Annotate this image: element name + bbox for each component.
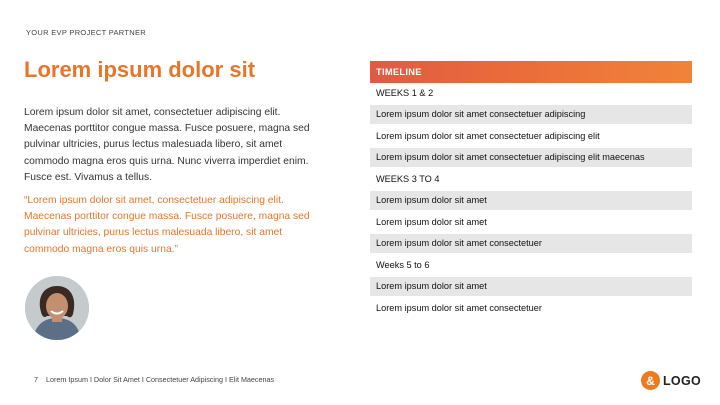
- timeline-row: Lorem ipsum dolor sit amet: [376, 216, 487, 227]
- timeline-row: Weeks 5 to 6: [376, 259, 430, 270]
- timeline-row: Lorem ipsum dolor sit amet consectetuer: [370, 234, 692, 254]
- logo-text: LOGO: [663, 373, 702, 388]
- page-number: 7: [34, 375, 38, 384]
- person-photo-icon: [25, 276, 89, 340]
- eyebrow: YOUR EVP PROJECT PARTNER: [26, 28, 147, 37]
- timeline-row: Lorem ipsum dolor sit amet: [370, 191, 692, 211]
- page-title: Lorem ipsum dolor sit: [24, 57, 256, 82]
- timeline-row: WEEKS 1 & 2: [376, 87, 434, 98]
- footer-text: Lorem Ipsum I Dolor Sit Amet I Consectetuer Adipiscing I Elit Maecenas: [46, 375, 275, 384]
- timeline-row: WEEKS 3 TO 4: [376, 173, 440, 184]
- timeline-row: Lorem ipsum dolor sit amet consectetuer adipiscing elit maecenas: [370, 148, 692, 168]
- avatar: [25, 276, 89, 340]
- timeline-row: Lorem ipsum dolor sit amet consectetuer adipiscing: [370, 105, 692, 125]
- logo: [641, 371, 701, 390]
- timeline-table: [370, 61, 692, 318]
- timeline-row: Lorem ipsum dolor sit amet: [370, 277, 692, 297]
- ampersand-circle-icon: &: [641, 371, 660, 390]
- timeline-row: Lorem ipsum dolor sit amet consectetuer adipiscing elit: [376, 130, 600, 141]
- body-paragraph: Lorem ipsum dolor sit amet, consectetuer adipiscing elit. Maecenas porttitor congue massa. Fusce posuere, magna sed pulvinar ultricies, purus lectus malesuada libero, sit amet commodo magna eros quis urna. Nunc viverra imperdiet enim. Fusce est. Vivamus a tellus.: [24, 107, 310, 183]
- timeline-header: TIMELINE: [370, 61, 692, 83]
- pull-quote: “Lorem ipsum dolor sit amet, consectetuer adipiscing elit. Maecenas porttitor congue massa. Fusce posuere, magna sed pulvinar ultricies, purus lectus malesuada libero, sit amet commodo magna eros quis urna.”: [24, 195, 310, 255]
- timeline-row: Lorem ipsum dolor sit amet consectetuer: [376, 302, 542, 313]
- footer: [34, 375, 274, 384]
